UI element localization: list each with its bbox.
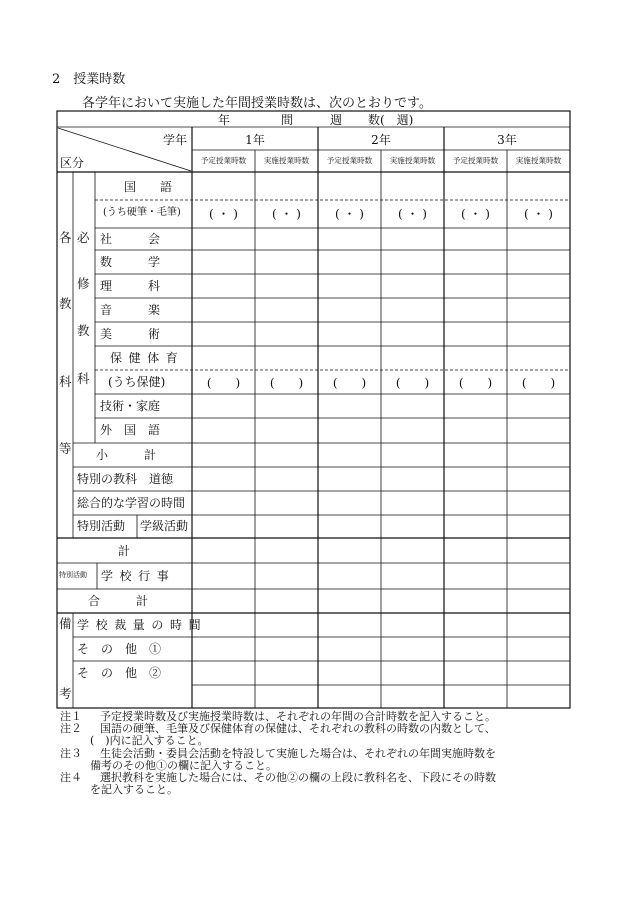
grade-header-label: 学年: [163, 133, 188, 147]
intro-text: 各学年において実施した年間授業時数は、次のとおりです。: [82, 96, 432, 111]
grade-3-header: 3年: [497, 133, 517, 147]
shokei-label: 小 計: [96, 448, 157, 462]
table-title-part: 週: [330, 113, 343, 127]
hisshu-char: 科: [77, 371, 90, 386]
note-number: 注３: [60, 746, 82, 760]
note-text-cont: を記入すること。: [90, 783, 178, 797]
note-text: 生徒会活動・委員会活動を特設して実施した場合は、それぞれの年間実施時数を: [100, 746, 496, 760]
biko-char: 備: [59, 616, 72, 631]
subject-rika: 理 科: [100, 279, 161, 293]
hoken-sub-cell: ( ): [395, 376, 430, 390]
planned-hours-header: 予定授業時数: [326, 156, 373, 165]
note-item: [60, 748, 580, 772]
subject-hoken-taiiku: 保健体育: [110, 351, 185, 365]
hisshu-char: 必: [77, 230, 90, 245]
note-text-cont: 備考のその他①の欄に記入すること。: [90, 758, 277, 772]
note-number: 注１: [60, 710, 82, 723]
note-text-cont: ( )内に記入すること。: [90, 734, 209, 748]
hoken-sub-cell: ( ): [458, 376, 493, 390]
note-item: [60, 723, 580, 747]
actual-hours-header: 実施授業時数: [263, 156, 310, 165]
note-item: [60, 772, 580, 796]
note-text: 予定授業時数及び実施授業時数は、それぞれの年間の合計時数を記入すること。: [100, 710, 496, 723]
planned-hours-header: 予定授業時数: [200, 156, 247, 165]
hisshu-char: 教: [77, 323, 90, 338]
actual-hours-header: 実施授業時数: [389, 156, 436, 165]
gakkyu-katsudo: 学級活動: [140, 519, 189, 533]
grade-2-header: 2年: [371, 133, 391, 147]
hoken-sub-cell: ( ): [521, 376, 556, 390]
grade-1-header: 1年: [245, 133, 265, 147]
subject-sugaku: 数 学: [100, 255, 161, 269]
kubun-header-label: 区分: [60, 156, 85, 170]
kei-label: 計: [118, 544, 131, 558]
sonota-1: そ の 他 ①: [77, 642, 162, 656]
section-heading: 2 授業時数: [52, 72, 126, 87]
hoken-sub-cell: ( ): [269, 376, 304, 390]
tokubetsu-katsudo: 特別活動: [77, 519, 126, 533]
hisshu-char: 修: [77, 276, 90, 291]
notes: [60, 711, 580, 796]
kakukyoka-char: 各: [59, 230, 72, 245]
hoken-sub-cell: ( ): [332, 376, 367, 390]
note-text: 国語の硬筆、毛筆及び保健体育の保健は、それぞれの教科の時数の内数として、: [100, 722, 496, 736]
subject-kokugo-sub: (うち硬筆・毛筆): [103, 207, 181, 218]
subject-kokugo: 国 語: [124, 180, 173, 194]
gakko-gyoji: 学校行事: [101, 569, 176, 583]
kokugo-sub-cell: ( ・ ): [524, 207, 553, 221]
kokugo-sub-cell: ( ・ ): [335, 207, 364, 221]
kokugo-sub-cell: ( ・ ): [461, 207, 490, 221]
kakukyoka-char: 教: [59, 296, 72, 311]
subject-bijutsu: 美 術: [100, 327, 161, 341]
note-number: 注４: [60, 771, 82, 785]
actual-hours-header: 実施授業時数: [515, 156, 562, 165]
subject-ongaku: 音 楽: [100, 303, 161, 317]
kokugo-sub-cell: ( ・ ): [272, 207, 301, 221]
table-title-part: 数( 週): [368, 113, 414, 127]
sonota-2: そ の 他 ②: [77, 666, 162, 680]
subject-shakai: 社 会: [100, 232, 161, 246]
note-text: 選択教科を実施した場合には、その他②の欄の上段に教科名を、下段にその時数: [100, 771, 496, 785]
tokkatsu-small-label: 特別活動: [59, 571, 87, 579]
table-title-part: 間: [281, 113, 294, 127]
subject-gijutsu-katei: 技術・家庭: [100, 399, 161, 413]
goukei-label: 合 計: [88, 594, 149, 608]
subject-hoken-sub: (うち保健): [108, 375, 166, 389]
table-title-part: 年: [218, 113, 231, 127]
kokugo-sub-cell: ( ・ ): [209, 207, 238, 221]
kokugo-sub-cell: ( ・ ): [398, 207, 427, 221]
biko-char: 考: [59, 686, 72, 701]
planned-hours-header: 予定授業時数: [452, 156, 499, 165]
sogoteki-gakushu: 総合的な学習の時間: [77, 496, 186, 510]
kakukyoka-char: 科: [59, 374, 72, 389]
subject-gaikokugo: 外 国 語: [100, 423, 161, 437]
gakko-sairyo-jikan: 学校裁量の時間: [77, 618, 208, 632]
hoken-sub-cell: ( ): [206, 376, 241, 390]
tokubetsu-kyoka-dotoku: 特別の教科 道徳: [77, 472, 174, 486]
note-number: 注２: [60, 722, 82, 736]
kakukyoka-char: 等: [59, 441, 72, 456]
